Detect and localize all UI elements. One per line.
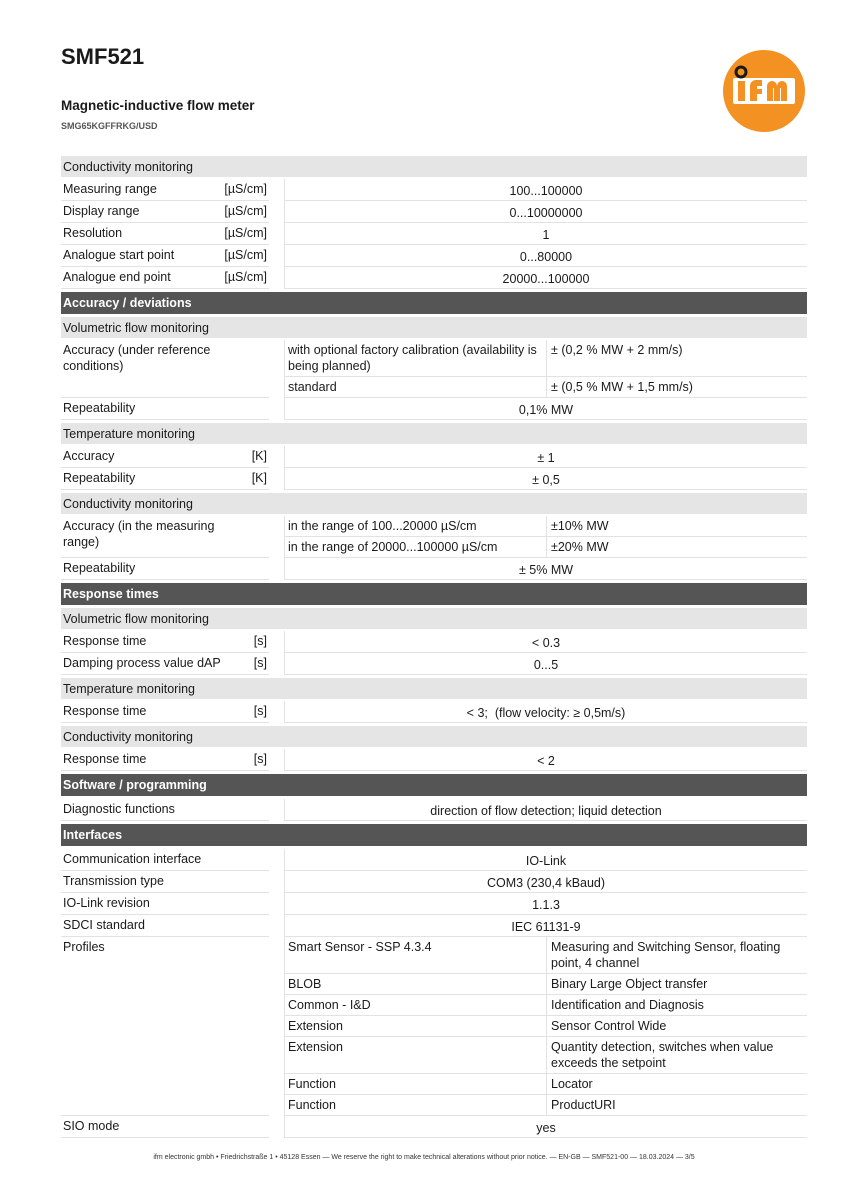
- spec-unit: [s]: [253, 656, 267, 670]
- ifm-logo: [723, 50, 805, 132]
- spec-label: Repeatability: [63, 471, 136, 485]
- spec-unit: [s]: [253, 704, 267, 718]
- value-cell: ±20% MW: [551, 540, 609, 554]
- spec-row: [61, 340, 807, 398]
- section-header-software: Software / programming: [61, 774, 807, 796]
- spec-row: [61, 179, 807, 201]
- profile-desc: Binary Large Object transfer: [551, 977, 708, 991]
- section-header-interfaces: Interfaces: [61, 824, 807, 846]
- profile-name: Extension: [285, 1037, 547, 1073]
- spec-label: Transmission type: [63, 874, 164, 888]
- section-header-response: Response times: [61, 583, 807, 605]
- subsection-header: Temperature monitoring: [61, 678, 807, 699]
- subsection-header: Conductivity monitoring: [61, 493, 807, 514]
- spec-unit: [µS/cm]: [224, 204, 267, 218]
- spec-value: ± 0,5: [284, 468, 807, 490]
- spec-row: [61, 267, 807, 289]
- spec-label: Resolution: [63, 226, 123, 240]
- product-title: SMF521: [61, 44, 145, 69]
- spec-label: Communication interface: [63, 852, 202, 866]
- spec-label: Analogue start point: [63, 248, 175, 262]
- spec-label: Accuracy: [63, 449, 115, 463]
- spec-label: Repeatability: [63, 401, 136, 415]
- spec-value: COM3 (230,4 kBaud): [284, 871, 807, 893]
- spec-label: Profiles: [63, 940, 105, 954]
- spec-row: [61, 799, 807, 821]
- profile-desc: Measuring and Switching Sensor, floating point, 4 channel: [551, 940, 781, 970]
- product-subtitle: Magnetic-inductive flow meter: [61, 98, 255, 113]
- profile-desc: ProductURI: [551, 1098, 616, 1112]
- profile-name: Extension: [285, 1016, 547, 1036]
- spec-value: < 0.3: [284, 631, 807, 653]
- spec-label: Repeatability: [63, 561, 136, 575]
- spec-label: Accuracy (in the measuring range): [63, 519, 215, 549]
- spec-value: 0...5: [284, 653, 807, 675]
- spec-label: SDCI standard: [63, 918, 145, 932]
- spec-unit: [s]: [253, 752, 267, 766]
- spec-label: Damping process value dAP: [63, 656, 221, 670]
- condition-cell: with optional factory calibration (availability is being planned): [285, 340, 547, 376]
- spec-value: 0...80000: [284, 245, 807, 267]
- profile-desc: Quantity detection, switches when value exceeds the setpoint: [551, 1040, 774, 1070]
- spec-row: [61, 1116, 807, 1138]
- value-cell: ± (0,5 % MW + 1,5 mm/s): [551, 380, 693, 394]
- spec-row: [61, 749, 807, 771]
- subsection-header: Temperature monitoring: [61, 423, 807, 444]
- spec-unit: [s]: [253, 634, 267, 648]
- spec-row: [61, 468, 807, 490]
- spec-label: Response time: [63, 634, 147, 648]
- spec-unit: [µS/cm]: [224, 248, 267, 262]
- spec-label: Display range: [63, 204, 140, 218]
- article-code: SMG65KGFFRKG/USD: [61, 121, 158, 131]
- spec-row: [61, 558, 807, 580]
- spec-value: 1: [284, 223, 807, 245]
- spec-row: [61, 201, 807, 223]
- subsection-header: Volumetric flow monitoring: [61, 317, 807, 338]
- condition-cell: standard: [285, 377, 547, 397]
- spec-label: SIO mode: [63, 1119, 120, 1133]
- profile-name: Function: [285, 1074, 547, 1094]
- spec-row: [61, 223, 807, 245]
- page-number: 3/5: [684, 1154, 695, 1161]
- footer-text: ifm electronic gmbh • Friedrichstraße 1 • 45128 Essen — We reserve the right to make technical alterations without prior notice. — EN-GB — SMF521-00 — 18.03.2024 —: [153, 1154, 685, 1161]
- profile-desc: Identification and Diagnosis: [551, 998, 704, 1012]
- spec-value: < 2: [284, 749, 807, 771]
- spec-unit: [µS/cm]: [224, 182, 267, 196]
- spec-row: [61, 631, 807, 653]
- value-cell: ±10% MW: [551, 519, 609, 533]
- spec-label: Response time: [63, 752, 147, 766]
- profile-name: Common - I&D: [285, 995, 547, 1015]
- profile-desc: Sensor Control Wide: [551, 1019, 667, 1033]
- spec-value: 1.1.3: [284, 893, 807, 915]
- spec-label: Accuracy (under reference conditions): [63, 343, 211, 373]
- spec-unit: [K]: [251, 471, 267, 485]
- spec-value: IEC 61131-9: [284, 915, 807, 937]
- spec-value: yes: [284, 1116, 807, 1138]
- profile-desc: Locator: [551, 1077, 593, 1091]
- spec-value: < 3; (flow velocity: ≥ 0,5m/s): [284, 701, 807, 723]
- spec-value: 20000...100000: [284, 267, 807, 289]
- section-header-accuracy: Accuracy / deviations: [61, 292, 807, 314]
- spec-row: [61, 893, 807, 915]
- spec-row: [61, 446, 807, 468]
- spec-value: ± 1: [284, 446, 807, 468]
- spec-value: 0...10000000: [284, 201, 807, 223]
- subsection-header: Conductivity monitoring: [61, 726, 807, 747]
- spec-row: [61, 398, 807, 420]
- condition-cell: in the range of 100...20000 µS/cm: [285, 516, 547, 536]
- spec-row: [61, 871, 807, 893]
- spec-value: IO-Link: [284, 849, 807, 871]
- subsection-header: Conductivity monitoring: [61, 156, 807, 177]
- spec-label: IO-Link revision: [63, 896, 150, 910]
- spec-value: 0,1% MW: [284, 398, 807, 420]
- spec-table: [61, 156, 807, 1138]
- page-footer: [0, 1154, 848, 1161]
- spec-unit: [µS/cm]: [224, 226, 267, 240]
- spec-value: 100...100000: [284, 179, 807, 201]
- spec-label: Response time: [63, 704, 147, 718]
- value-cell: ± (0,2 % MW + 2 mm/s): [551, 343, 683, 357]
- spec-value: ± 5% MW: [284, 558, 807, 580]
- spec-label: Diagnostic functions: [63, 802, 175, 816]
- spec-row: [61, 849, 807, 871]
- spec-unit: [K]: [251, 449, 267, 463]
- profile-name: Function: [285, 1095, 547, 1115]
- spec-row: [61, 701, 807, 723]
- profile-name: Smart Sensor - SSP 4.3.4: [285, 937, 547, 973]
- spec-row: [61, 245, 807, 267]
- spec-label: Measuring range: [63, 182, 157, 196]
- spec-row: [61, 653, 807, 675]
- spec-unit: [µS/cm]: [224, 270, 267, 284]
- subsection-header: Volumetric flow monitoring: [61, 608, 807, 629]
- spec-label: Analogue end point: [63, 270, 171, 284]
- spec-row-profiles: [61, 937, 807, 1116]
- spec-value: direction of flow detection; liquid detection: [284, 799, 807, 821]
- condition-cell: in the range of 20000...100000 µS/cm: [285, 537, 547, 557]
- spec-row: [61, 915, 807, 937]
- spec-row: [61, 516, 807, 558]
- profile-name: BLOB: [285, 974, 547, 994]
